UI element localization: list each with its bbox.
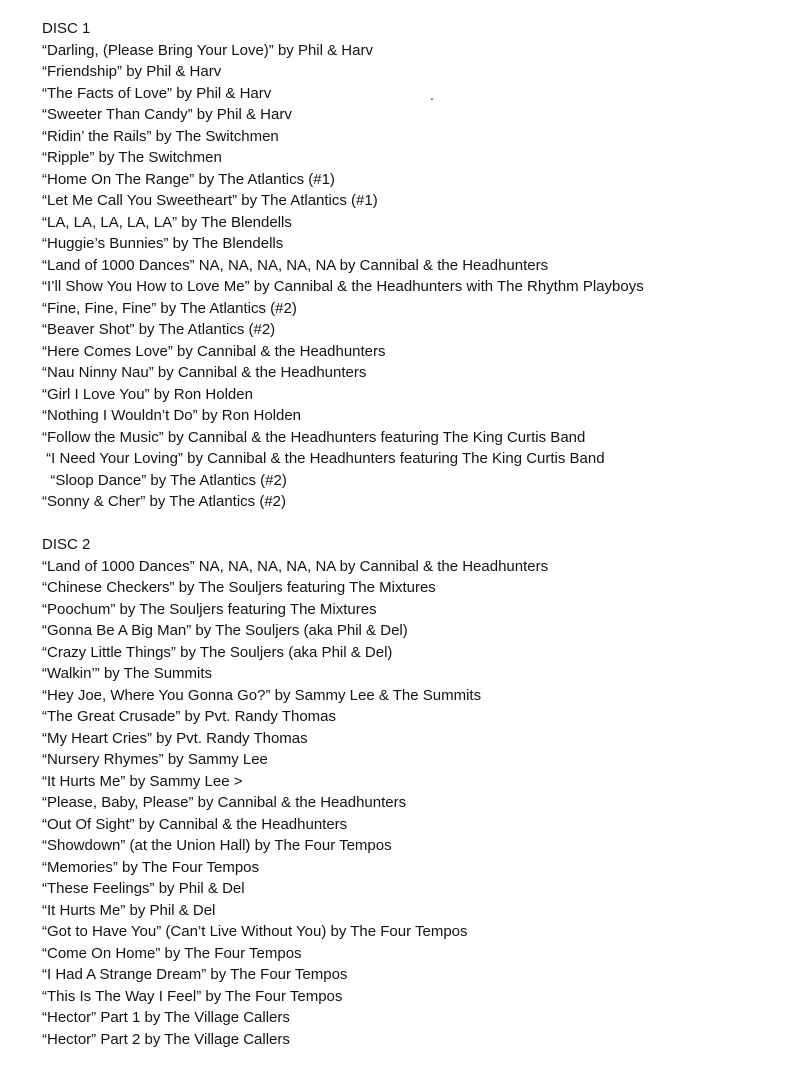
track-line: “It Hurts Me” by Sammy Lee > (42, 772, 243, 790)
track-line: “Beaver Shot” by The Atlantics (#2) (42, 321, 276, 338)
track-line: “Ripple” by The Switchmen (42, 149, 222, 166)
track-line: “This Is The Way I Feel” by The Four Tempos (42, 987, 343, 1005)
track-line: “Home On The Range” by The Atlantics (#1) (42, 170, 335, 188)
track-line: “Come On Home” by The Four Tempos (42, 944, 302, 962)
track-line: “Ridin’ the Rails” by The Switchmen (42, 127, 279, 145)
track-line: “Crazy Little Things” by The Souljers (aka Phil & Del) (42, 643, 393, 661)
track-line: “Memories” by The Four Tempos (42, 858, 260, 876)
track-line: “These Feelings” by Phil & Del (42, 880, 245, 897)
track-line: “Sonny & Cher” by The Atlantics (#2) (42, 493, 286, 510)
track-line: “Fine, Fine, Fine” by The Atlantics (#2) (42, 299, 297, 317)
track-line: “Got to Have You” (Can’t Live Without You) by The Four Tempos (42, 923, 468, 940)
track-line: “Hector” Part 1 by The Village Callers (42, 1009, 290, 1026)
track-line: “Nursery Rhymes” by Sammy Lee (42, 751, 268, 768)
stray-ink-dot: . (430, 87, 434, 103)
disc-section (42, 534, 779, 1050)
disc-section (42, 18, 779, 513)
track-line: “The Great Crusade” by Pvt. Randy Thomas (42, 708, 337, 725)
track-line: “It Hurts Me” by Phil & Del (42, 901, 216, 919)
track-line: “Here Comes Love” by Cannibal & the Headhunters (42, 342, 386, 360)
track-line: “Chinese Checkers” by The Souljers featuring The Mixtures (42, 579, 436, 596)
track-line: “I’ll Show You How to Love Me” by Cannibal & the Headhunters with The Rhythm Playboys (42, 278, 644, 295)
track-line: “Let Me Call You Sweetheart” by The Atlantics (#1) (42, 192, 378, 209)
track-line: “Please, Baby, Please” by Cannibal & the Headhunters (42, 794, 407, 811)
track-line: “The Facts of Love” by Phil & Harv (42, 84, 272, 102)
track-list-document (42, 18, 779, 1050)
track-line: “Land of 1000 Dances” NA, NA, NA, NA, NA by Cannibal & the Headhunters (42, 557, 549, 575)
track-line: “Walkin’” by The Summits (42, 665, 213, 682)
track-line: “I Need Your Loving” by Cannibal & the Headhunters featuring The King Curtis Band (42, 450, 605, 467)
track-line: “My Heart Cries” by Pvt. Randy Thomas (42, 729, 308, 747)
track-line: “Huggie’s Bunnies” by The Blendells (42, 235, 284, 252)
track-line: “Sweeter Than Candy” by Phil & Harv (42, 106, 292, 123)
track-line: “Nau Ninny Nau” by Cannibal & the Headhunters (42, 364, 367, 381)
track-line: “Friendship” by Phil & Harv (42, 63, 222, 80)
track-line: “Girl I Love You” by Ron Holden (42, 385, 253, 403)
track-line: “Hector” Part 2 by The Village Callers (42, 1030, 290, 1048)
track-line: “I Had A Strange Dream” by The Four Tempos (42, 966, 348, 983)
track-line: “Land of 1000 Dances” NA, NA, NA, NA, NA by Cannibal & the Headhunters (42, 256, 549, 274)
track-line: “Gonna Be A Big Man” by The Souljers (aka Phil & Del) (42, 622, 408, 639)
track-line: “Sloop Dance” by The Atlantics (#2) (42, 471, 287, 489)
track-line: “Darling, (Please Bring Your Love)” by Phil & Harv (42, 41, 373, 59)
track-line: “Out Of Sight” by Cannibal & the Headhunters (42, 815, 348, 833)
track-line: “LA, LA, LA, LA, LA” by The Blendells (42, 213, 292, 231)
track-line: “Poochum” by The Souljers featuring The Mixtures (42, 600, 377, 618)
track-line: “Showdown” (at the Union Hall) by The Four Tempos (42, 837, 392, 854)
track-line: “Nothing I Wouldn’t Do” by Ron Holden (42, 407, 302, 424)
disc-heading: DISC 1 (42, 20, 91, 37)
disc-heading: DISC 2 (42, 536, 91, 553)
track-line: “Follow the Music” by Cannibal & the Headhunters featuring The King Curtis Band (42, 428, 586, 446)
track-line: “Hey Joe, Where You Gonna Go?” by Sammy Lee & The Summits (42, 686, 482, 704)
